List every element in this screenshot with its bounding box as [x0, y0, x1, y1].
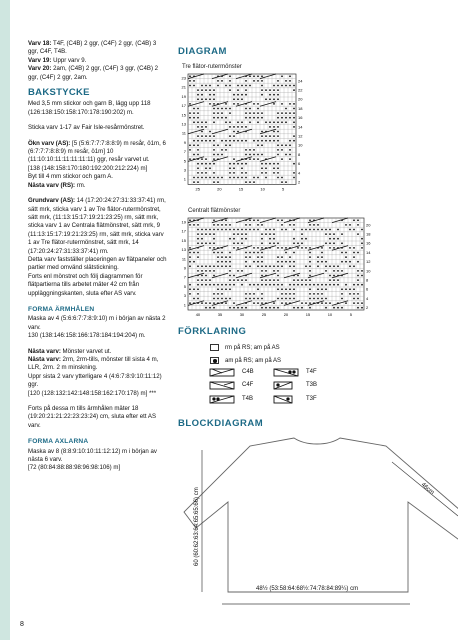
- height-measure: [194, 430, 204, 570]
- chart2-col-label: 10: [327, 312, 333, 317]
- chart2-row-label: 16: [366, 240, 371, 246]
- cable-legend-symbols: [206, 368, 366, 410]
- arm-text: Maska av 4 (5:6:6:7:7:8:9:10) m i början av nästa 2 varv.: [28, 315, 166, 331]
- empty-square-icon: [210, 344, 219, 351]
- chart2-row-label: 19: [181, 219, 186, 225]
- chart2-row-label: 4: [366, 295, 369, 301]
- chart1-row-label: 11: [181, 130, 186, 136]
- diagram-heading: DIAGRAM: [178, 46, 227, 57]
- row-18-label: Varv 18:: [28, 40, 52, 47]
- chart1-row-label: 13: [181, 121, 186, 127]
- rows-18-20: [28, 40, 168, 82]
- legend-t4f: T4F: [306, 369, 317, 375]
- page-number: 8: [20, 621, 24, 628]
- legend-c4b: C4B: [242, 369, 254, 375]
- chart1-col-label: 20: [217, 186, 222, 192]
- height-label: 60 (60:62:63:64:65:65:66) cm: [194, 487, 200, 566]
- forts2-text: Forts på dessa m tills ärmhålen mäter 18 (19:20:21:21:22:23:23:24) cm, sluta efter ett AS varv.: [28, 405, 157, 429]
- chart1-col-label: 25: [195, 186, 201, 192]
- chart1-row-label: 17: [181, 103, 186, 109]
- chart1-row-label: 10: [298, 142, 303, 148]
- legend-rm-label: rm på RS; am på AS: [225, 344, 280, 351]
- chart1-row-label: 20: [298, 96, 303, 102]
- legend-rm: [210, 344, 280, 351]
- sleeve-label: 46cm: [419, 481, 435, 497]
- chart2-row-label: 14: [366, 249, 371, 255]
- row-20-text: 2am, (C4B) 2 ggr, (C4F) 3 ggr, (C4B) 2 ggr, (C4F) 2 ggr, 2am.: [28, 65, 159, 81]
- chart1-row-label: 8: [298, 151, 301, 157]
- legend-am-label: am på RS; am på AS: [225, 357, 282, 364]
- nasta-text: rm.: [75, 181, 86, 189]
- page: [10, 0, 466, 640]
- width-label: 48½ (53:58:64:68½:74:78:84:89¼) cm: [256, 586, 359, 592]
- forts-text: Forts enl mönstret och följ diagrammen för flätpartierna tills arbetet mäter 42 cm från uppläggningskanten, sluta efter AS varv.: [28, 272, 143, 297]
- chart2-row-label: 2: [366, 305, 369, 311]
- oka-label: Ökn varv (AS):: [28, 139, 71, 147]
- chart2-row-label: 12: [366, 259, 371, 265]
- row-20-label: Varv 20:: [28, 65, 52, 73]
- chart1-caption: Tre flätor-rutermönster: [182, 64, 242, 70]
- arm-heading: FORMA ÄRMHÅLEN: [28, 305, 95, 313]
- row-19-text: Uppr varv 9.: [51, 56, 87, 64]
- chart2-row-label: 5: [183, 283, 186, 289]
- chart1-row-label: 6: [298, 161, 301, 167]
- chart1-col-label: 10: [260, 186, 265, 192]
- axl-counts: [72 (80:84:88:88:98:96:98:106) m]: [28, 464, 121, 472]
- legend-c4f: C4F: [242, 382, 254, 388]
- nasta3-label: Nästa varv:: [28, 356, 61, 363]
- chart2-row-label: 11: [181, 256, 186, 262]
- chart1-row-label: 19: [181, 93, 186, 99]
- chart1-row-label: 3: [183, 167, 186, 173]
- chart1-row-label: 2: [298, 179, 301, 185]
- grund-label: Grundvarv (AS):: [28, 197, 76, 205]
- grund-paragraph: [28, 197, 168, 298]
- chart1-row-label: 5: [183, 158, 186, 164]
- chart2-row-label: 8: [366, 277, 369, 283]
- legend-t3f: T3F: [306, 396, 317, 402]
- blockdiagram-heading: BLOCKDIAGRAM: [178, 418, 264, 429]
- arm-counts-2: [120 (128:132:142:148:158:162:170:178) m] ***: [28, 389, 157, 397]
- row-19-label: Varv 19:: [28, 56, 52, 64]
- chart1-grid: [174, 72, 324, 198]
- dot-square-icon: [210, 357, 219, 364]
- chart2-row-label: 6: [366, 286, 369, 292]
- chart2-col-label: 15: [305, 312, 311, 317]
- chart1-col-label: 5: [281, 186, 285, 192]
- chart1-row-label: 9: [183, 139, 186, 145]
- sweater-schematic: [178, 432, 458, 612]
- chart1-row-label: 4: [298, 170, 301, 176]
- bakstycke-intro: Med 3,5 mm stickor och garn B, lägg upp 118 (126:138:150:158:170:178:190:202) m.: [28, 100, 151, 116]
- chart1-row-label: 1: [183, 176, 186, 182]
- axl-text: Maska av 8 (8:8:9:10:10:11:12:12) m i början av nästa 6 varv.: [28, 447, 157, 464]
- chart1-row-label: 23: [181, 75, 186, 81]
- chart2-row-label: 3: [183, 293, 186, 299]
- legend-t4b: T4B: [242, 396, 254, 402]
- oka-paragraph: [28, 140, 168, 190]
- chart2-col-label: 5: [349, 312, 352, 317]
- chart2-col-label: 40: [195, 312, 201, 317]
- chart1-row-label: 7: [183, 149, 186, 155]
- arm-counts: 130 (138:146:158:166:178:184:194:204) m.: [28, 332, 146, 340]
- fair-isle-text: Sticka varv 1-17 av Fair Isle-resårmönstret.: [28, 124, 145, 132]
- chart2-row-label: 13: [181, 247, 186, 253]
- chart2-row-label: 10: [366, 268, 371, 274]
- chart1-col-label: 15: [238, 186, 244, 192]
- oka-counts: [138 (148:158:170:180:192:200:212:224) m]: [28, 164, 148, 172]
- chart2-col-label: 35: [217, 312, 223, 317]
- arm2-paragraph: [28, 348, 168, 398]
- chart2-col-label: 25: [261, 312, 267, 317]
- chart2-col-label: 20: [283, 312, 289, 317]
- bakstycke-heading: BAKSTYCKE: [28, 87, 90, 99]
- chart1-row-label: 21: [181, 84, 186, 90]
- chart1-row-label: 22: [298, 87, 303, 93]
- chart2-grid: [174, 216, 392, 322]
- instructions-column: [28, 40, 168, 480]
- chart1-row-label: 24: [298, 78, 303, 84]
- chart1-row-label: 18: [298, 105, 303, 111]
- chart1-row-label: 12: [298, 133, 303, 139]
- axl-paragraph: [28, 448, 168, 473]
- chart2-col-label: 30: [239, 312, 245, 317]
- nasta2-label: Nästa varv:: [28, 347, 61, 355]
- grund-text: 14 (17:20:24:27:31:33:37:41) rm, sätt mrk, sticka varv 1 av Tre flätor-rutermönstret, sätt mrk, (11:13:15:17:19:21:23:25) rm, sätt mrk, sticka varv 1 av Centrala flätmönstret, sätt mrk, 9 (11:13:15:17:19:21:23:25) rm, sätt mrk, sticka varv 1 av Tre flätor-rutermönstret, sätt mrk, 14 (17:20:24:27:31:33:37:41) rm.: [28, 197, 166, 255]
- chart1-row-label: 14: [298, 124, 303, 130]
- chart2-row-label: 18: [366, 231, 371, 237]
- chart2-row-label: 15: [181, 237, 186, 243]
- legend-am: [210, 357, 281, 364]
- arm-paragraph: [28, 315, 168, 340]
- forklaring-heading: FÖRKLARING: [178, 326, 247, 337]
- nasta3-text: 2rm, 2rm-tills, mönster till sista 4 m, LLR, 2rm. 2 m minskning.: [28, 356, 159, 372]
- chart2-row-label: 17: [181, 228, 186, 234]
- byt-text: Byt till 4 mm stickor och garn A.: [28, 173, 113, 181]
- row-18-text: T4F, (C4B) 2 ggr, (C4F) 2 ggr, (C4B) 3 ggr, C4F, T4B.: [28, 40, 157, 56]
- uppr-text: Uppr sista 2 varv ytterligare 4 (4:6:7:8:9:10:11:12) ggr.: [28, 372, 162, 389]
- sweater-outline: [184, 438, 458, 592]
- nasta2-text: Mönster varvet ut.: [60, 347, 112, 355]
- axl-heading: FORMA AXLARNA: [28, 438, 89, 446]
- chart2-caption: Centralt flätmönster: [188, 208, 241, 214]
- chart1-row-label: 16: [298, 115, 303, 121]
- detta-text: Detta varv fastställer placeringen av flätpaneler och partier med omvänd slätstickning.: [28, 255, 167, 272]
- chart2-row-label: 20: [366, 222, 371, 228]
- nasta-label: Nästa varv (RS):: [28, 181, 76, 189]
- chart2-row-label: 9: [183, 265, 186, 271]
- chart2-row-label: 1: [183, 302, 186, 308]
- chart2-row-label: 7: [183, 274, 186, 280]
- chart1-row-label: 15: [181, 112, 186, 118]
- legend-t3b: T3B: [306, 382, 318, 388]
- oka-text: [5 (5:6:7:7:7:8:8:9) m resår, ö1m, 6 (6:7:7:7:8:8:9) m resår, ö1m] 10 (11:10:10:11:11:11:11:11) ggr, resår varvet ut.: [28, 139, 166, 164]
